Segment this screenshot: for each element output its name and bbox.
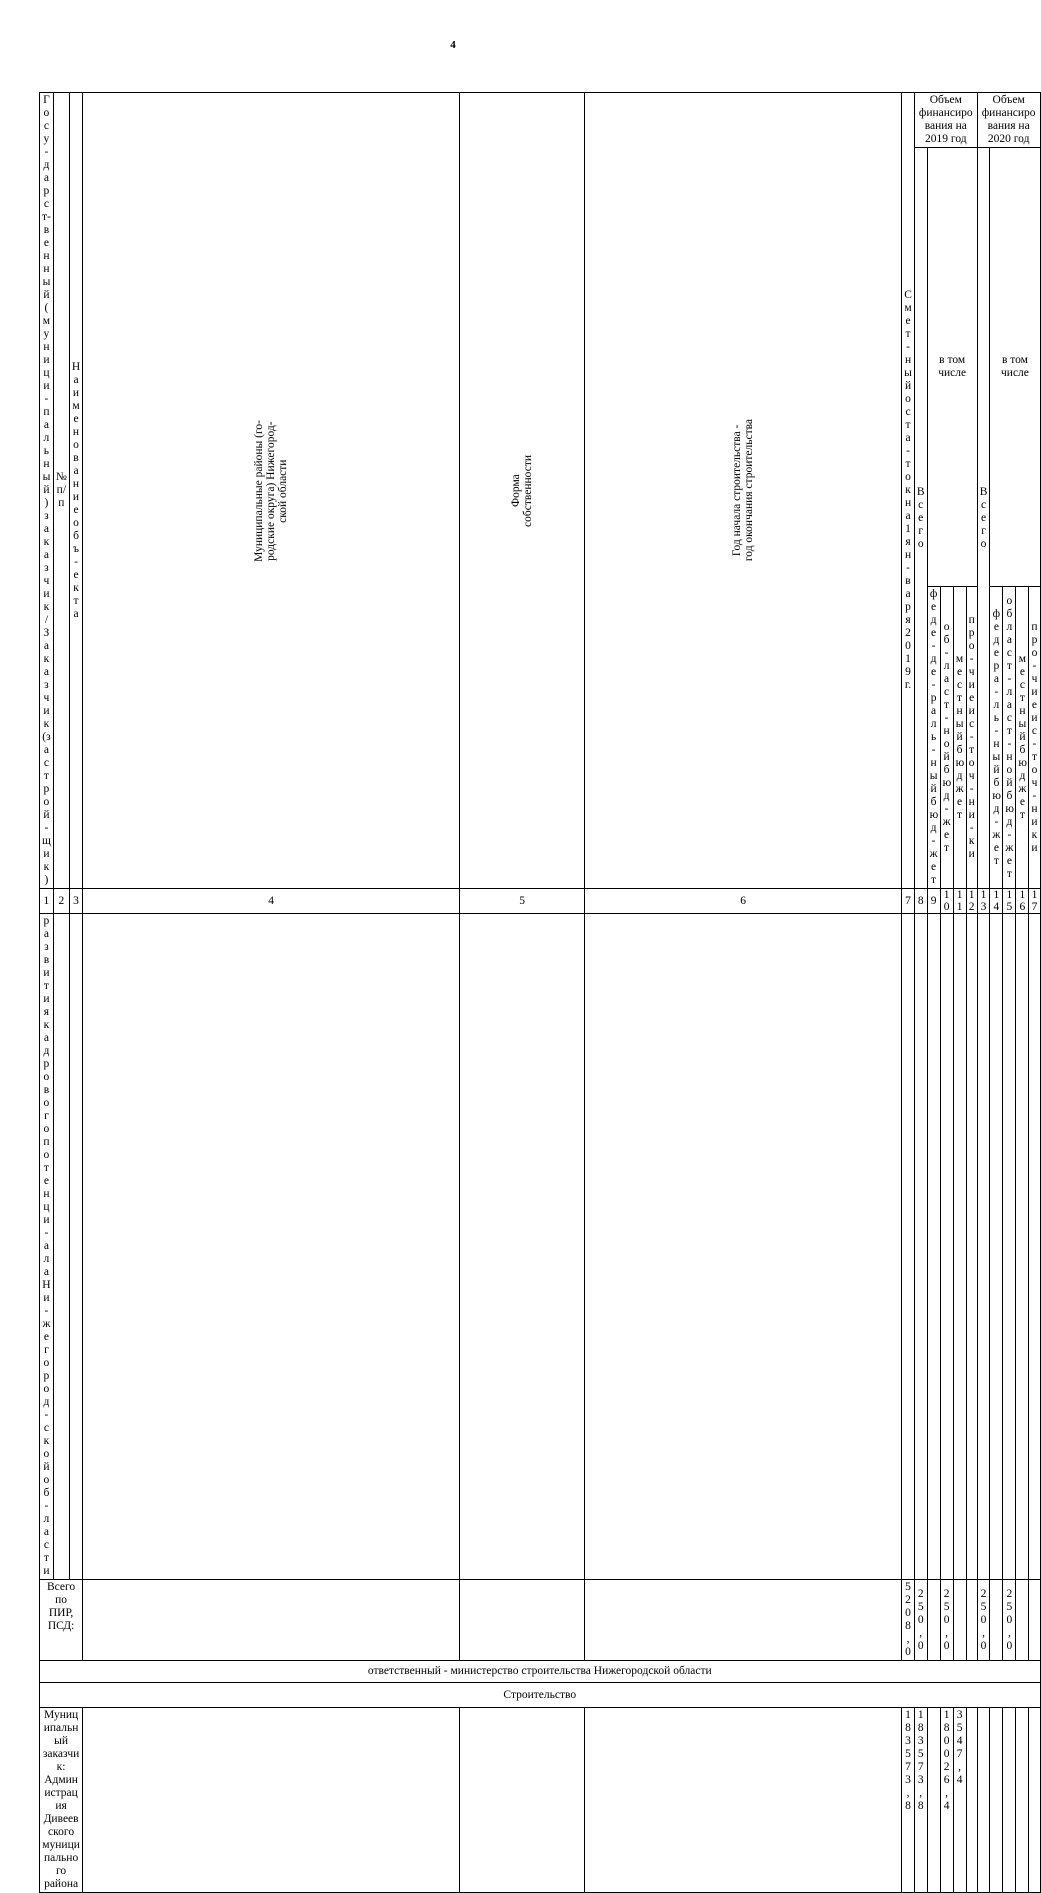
header-local-2020: мест ный бюд жет — [1016, 587, 1029, 889]
table-row — [40, 1708, 1041, 1893]
column-number: 8 — [914, 889, 927, 914]
header-construction-years: Год начала строительства - год окончания строительства — [585, 93, 902, 889]
table-cell — [966, 1580, 977, 1661]
table-cell — [953, 1580, 966, 1661]
table-cell — [1016, 1580, 1029, 1661]
total-estimated-balance: 5 208,0 — [902, 1580, 915, 1661]
table-cell — [953, 914, 966, 1580]
header-financing-2019: Объем финансирования на 2019 год — [914, 93, 977, 148]
header-object-name: Наименование объ- екта — [69, 93, 82, 889]
table-cell — [927, 1708, 940, 1893]
table-cell — [83, 1580, 460, 1661]
column-number: 9 — [927, 889, 940, 914]
header-other-2019: про- чие ис- точ- ни- ки — [966, 587, 977, 889]
header-regional-2019: об- ласт- ной бюд- жет — [940, 587, 953, 889]
column-number: 2 — [53, 889, 69, 914]
column-number: 1 — [40, 889, 54, 914]
table-cell — [902, 914, 915, 1580]
table-cell — [53, 914, 69, 1580]
table-cell — [460, 1708, 585, 1893]
column-number: 3 — [69, 889, 82, 914]
header-total-2020: Всего — [977, 148, 990, 889]
section-title: Строительство — [40, 1683, 1041, 1708]
header-total-2019: Всего — [914, 148, 927, 889]
header-estimated-balance: Смет- ный остa- ток на 1 ян- варя 2019 г. — [902, 93, 915, 889]
header-number: № п/п — [53, 93, 69, 889]
customer-estimated-balance: 183 573,8 — [902, 1708, 915, 1893]
header-other-2020: про- чие ис- точ- ники — [1029, 587, 1040, 889]
column-number: 10 — [940, 889, 953, 914]
table-cell — [460, 1580, 585, 1661]
table-cell — [990, 914, 1003, 1580]
table-cell — [914, 914, 927, 1580]
header-customer: Госу- дарст- венный (муници- пальный) заказчик / Заказчик (застрой- щик) — [40, 93, 54, 889]
column-number: 5 — [460, 889, 585, 914]
total-2019: 250,0 — [914, 1580, 927, 1661]
customer-total-2019: 183 573,8 — [914, 1708, 927, 1893]
table-row — [40, 1661, 1041, 1683]
column-number: 6 — [585, 889, 902, 914]
table-cell — [585, 914, 902, 1580]
row-customer-continuation: развития кадрового потенци- ала Ни- жегород- ской об- ласти — [40, 914, 54, 1580]
table-cell — [83, 914, 460, 1580]
customer-regional-2019: 180 026,4 — [940, 1708, 953, 1893]
column-number: 4 — [83, 889, 460, 914]
header-including-2019: в том числе — [927, 148, 977, 587]
financing-table — [39, 92, 1041, 1893]
table-cell — [1029, 1708, 1040, 1893]
total-label: Всего по ПИР, ПСД: — [40, 1580, 83, 1661]
header-regional-2020: област- ласт- ной бюд- жет — [1003, 587, 1016, 889]
total-2020: 250,0 — [977, 1580, 990, 1661]
table-cell — [585, 1708, 902, 1893]
table-cell — [460, 914, 585, 1580]
column-number: 15 — [1003, 889, 1016, 914]
table-cell — [990, 1708, 1003, 1893]
column-number: 14 — [990, 889, 1003, 914]
header-federal-2020: федера- ль- ный бюд- жет — [990, 587, 1003, 889]
header-federal-2019: феде- де- раль- ный бюд- жет — [927, 587, 940, 889]
table-cell — [83, 1708, 460, 1893]
table-cell — [927, 1580, 940, 1661]
table-cell — [1003, 914, 1016, 1580]
table-row — [40, 1683, 1041, 1708]
table-cell — [585, 1580, 902, 1661]
table-cell — [1016, 914, 1029, 1580]
column-number: 16 — [1016, 889, 1029, 914]
table-cell — [990, 1580, 1003, 1661]
page-number: 4 — [450, 39, 456, 51]
table-cell — [966, 1708, 977, 1893]
table-cell — [1029, 914, 1040, 1580]
header-local-2019: мест ный бюд жет — [953, 587, 966, 889]
table-cell — [1029, 1580, 1040, 1661]
total-regional-2019: 250,0 — [940, 1580, 953, 1661]
municipal-customer-label: Муниципальный заказчик: Администрация Дивеевского муниципального района — [40, 1708, 83, 1893]
column-number: 12 — [966, 889, 977, 914]
column-number: 11 — [953, 889, 966, 914]
table-row — [40, 1580, 1041, 1661]
column-number: 7 — [902, 889, 915, 914]
responsible-row: ответственный - министерство строительства Нижегородской области — [40, 1661, 1041, 1683]
column-number: 17 — [1029, 889, 1040, 914]
total-regional-2020: 250,0 — [1003, 1580, 1016, 1661]
table-cell — [1003, 1708, 1016, 1893]
table-cell — [927, 914, 940, 1580]
table-row — [40, 914, 1041, 1580]
header-financing-2020: Объем финансирования на 2020 год — [977, 93, 1040, 148]
column-number: 13 — [977, 889, 990, 914]
table-cell — [940, 914, 953, 1580]
header-ownership-form: Форма собственности — [460, 93, 585, 889]
header-municipal-districts: Муниципальные районы (го- родские округа) Нижегород- ской области — [83, 93, 460, 889]
table-cell — [69, 914, 82, 1580]
table-cell — [966, 914, 977, 1580]
table-cell — [977, 914, 990, 1580]
table-cell — [977, 1708, 990, 1893]
customer-local-2019: 3 547, 4 — [953, 1708, 966, 1893]
table-cell — [1016, 1708, 1029, 1893]
header-including-2020: в том числе — [990, 148, 1040, 587]
